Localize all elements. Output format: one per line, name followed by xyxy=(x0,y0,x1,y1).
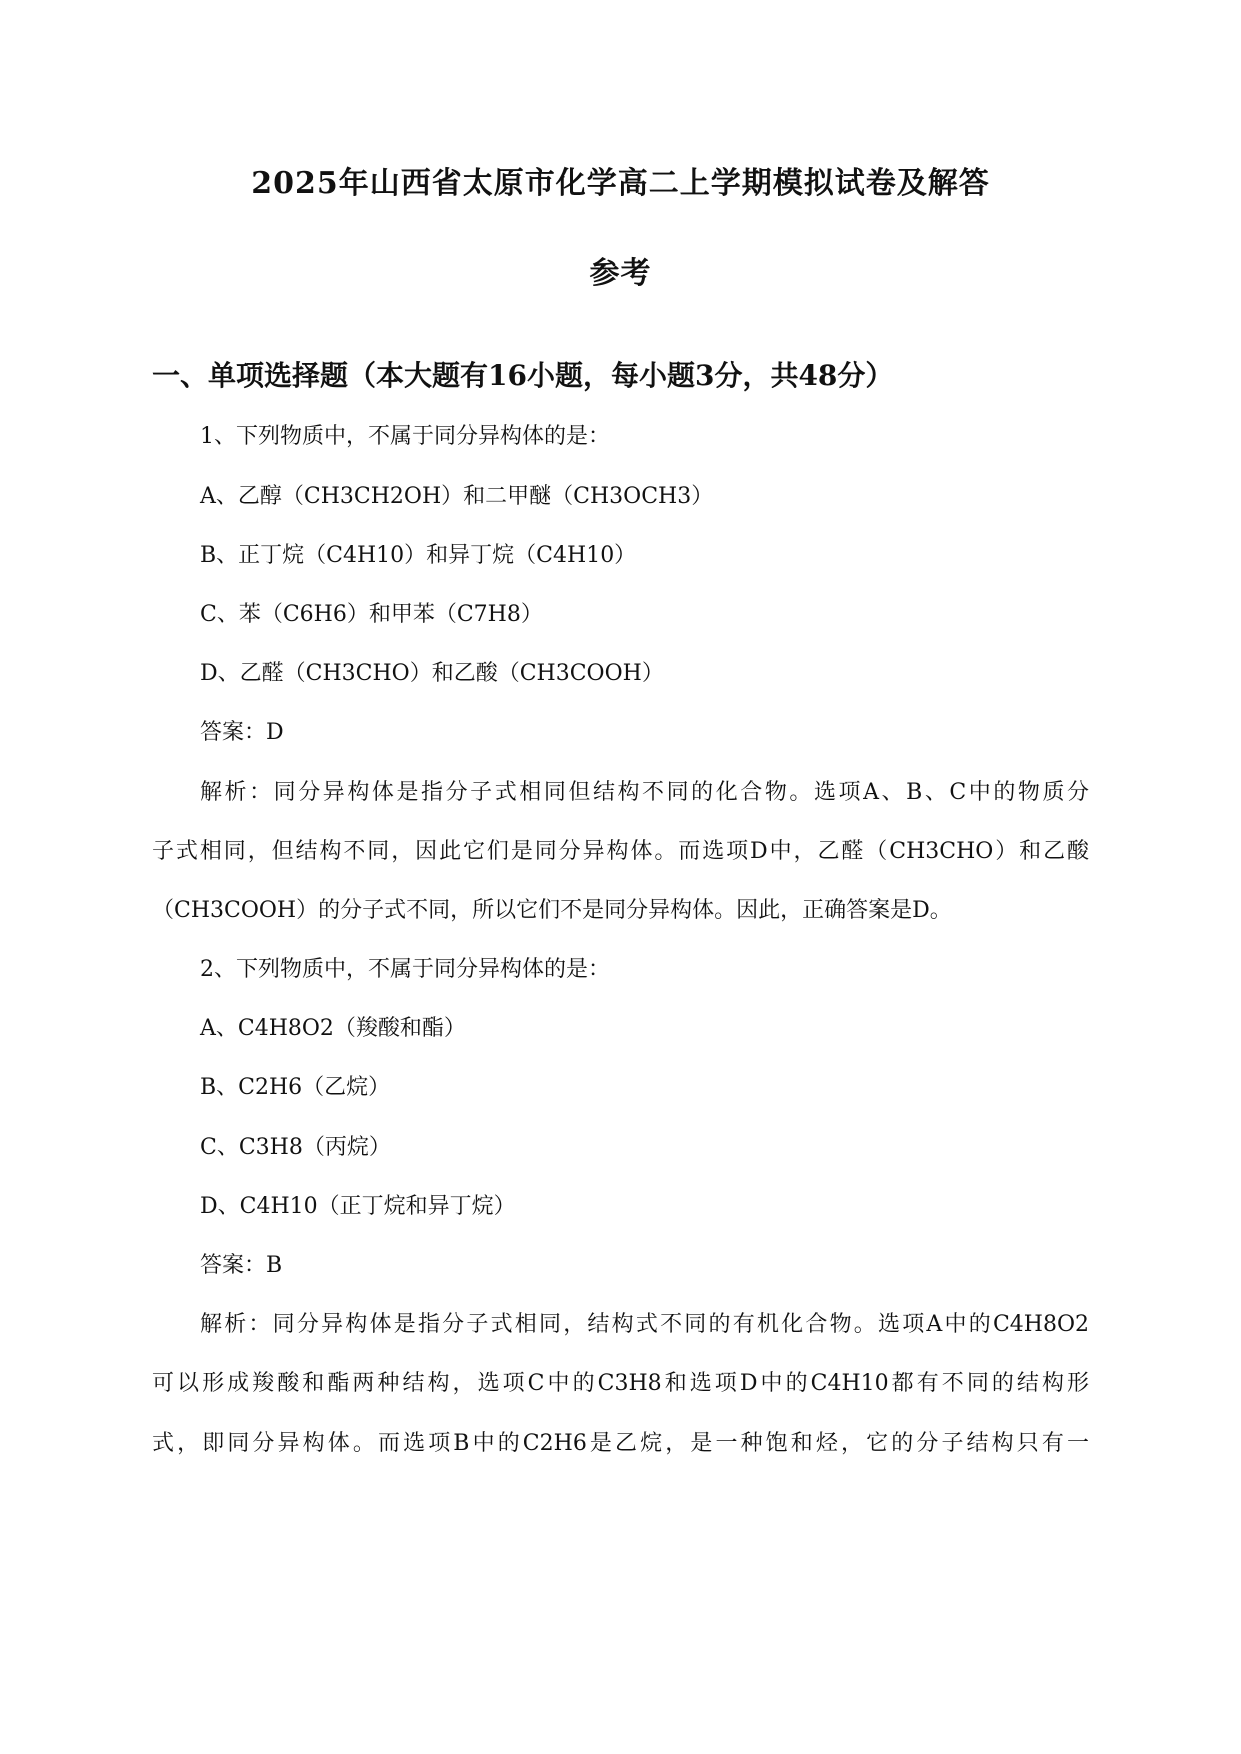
question-2-analysis-line-1: 解析：同分异构体是指分子式相同，结构式不同的有机化合物。选项A中的C4H8O2 xyxy=(200,1312,1089,1337)
question-2-option-a: A、C4H8O2（羧酸和酯） xyxy=(200,1016,466,1041)
question-1-analysis-line-3: （CH3COOH）的分子式不同，所以它们不是同分异构体。因此，正确答案是D。 xyxy=(152,898,952,923)
question-2-analysis-line-3: 式，即同分异构体。而选项B中的C2H6是乙烷，是一种饱和烃，它的分子结构只有一 xyxy=(152,1431,1089,1456)
question-2-option-c: C、C3H8（丙烷） xyxy=(200,1135,391,1160)
question-1-answer: 答案：D xyxy=(200,720,284,745)
question-2-option-d: D、C4H10（正丁烷和异丁烷） xyxy=(200,1194,516,1219)
document-title-line-2: 参考 xyxy=(589,256,652,291)
question-1-analysis-line-2: 子式相同，但结构不同，因此它们是同分异构体。而选项D中，乙醛（CH3CHO）和乙酸 xyxy=(152,839,1089,864)
question-2-option-b: B、C2H6（乙烷） xyxy=(200,1075,391,1100)
question-1-option-a: A、乙醇（CH3CH2OH）和二甲醚（CH3OCH3） xyxy=(200,484,714,509)
question-2-answer: 答案：B xyxy=(200,1253,283,1278)
question-2-analysis-line-2: 可以形成羧酸和酯两种结构，选项C中的C3H8和选项D中的C4H10都有不同的结构形 xyxy=(152,1371,1089,1396)
document-title-line-1: 2025年山西省太原市化学高二上学期模拟试卷及解答 xyxy=(251,166,990,201)
question-2-stem: 2、下列物质中，不属于同分异构体的是： xyxy=(200,957,610,982)
question-1-option-d: D、乙醛（CH3CHO）和乙酸（CH3COOH） xyxy=(200,661,664,686)
question-1-analysis-line-1: 解析：同分异构体是指分子式相同但结构不同的化合物。选项A、B、C中的物质分 xyxy=(200,780,1089,805)
question-1-option-c: C、苯（C6H6）和甲苯（C7H8） xyxy=(200,602,543,627)
question-1-stem: 1、下列物质中，不属于同分异构体的是： xyxy=(200,424,610,449)
question-1-option-b: B、正丁烷（C4H10）和异丁烷（C4H10） xyxy=(200,543,637,568)
section-heading: 一、单项选择题（本大题有16小题，每小题3分，共48分） xyxy=(152,359,894,392)
